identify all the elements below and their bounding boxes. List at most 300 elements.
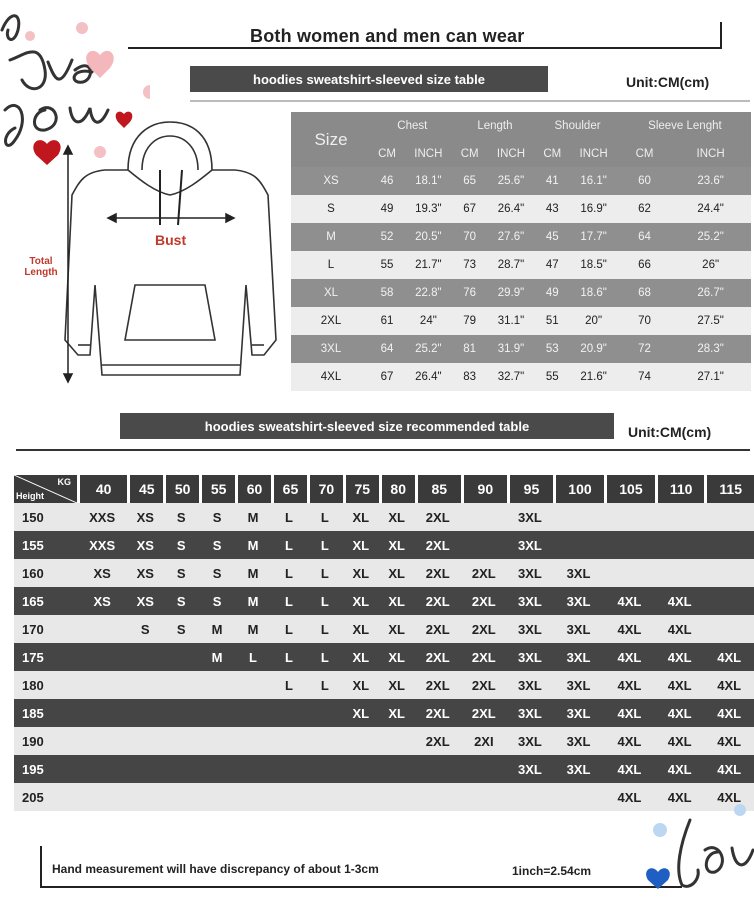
size-recommendation-cell: L [307,587,343,615]
page-title: Both women and men can wear [250,26,525,46]
size-recommendation-cell: XXS [77,531,127,559]
size-label-cell: S [291,195,371,223]
unit-subheader: CM [536,140,568,167]
height-cell: 195 [14,755,77,783]
size-recommendation-cell: XL [343,587,379,615]
measurement-cell: 25.2" [403,335,454,363]
measurement-cell: 21.7" [403,251,454,279]
size-recommendation-cell [127,783,163,811]
size-recommendation-cell [343,755,379,783]
size-recommendation-cell: S [127,615,163,643]
size-recommendation-cell [553,531,604,559]
size-recommendation-cell: 3XL [507,727,553,755]
measurement-cell: 61 [371,307,403,335]
weight-header: 85 [415,475,461,503]
size-recommendation-cell: XL [379,671,415,699]
size-recommendation-cell [127,643,163,671]
measurement-cell: 55 [536,363,568,391]
total-length-label: Total Length [24,256,58,278]
size-recommendation-cell: 2XL [461,643,507,671]
measurement-cell: 73 [454,251,486,279]
weight-header: 75 [343,475,379,503]
measurement-cell: 52 [371,223,403,251]
size-row [291,279,751,307]
header-rule-tick [720,22,722,49]
size-recommendation-cell [77,783,127,811]
size-recommendation-cell [415,783,461,811]
size-table [291,112,751,391]
corner-header [14,475,77,503]
size-recommendation-cell: XL [379,503,415,531]
size-recommendation-cell: XL [343,643,379,671]
measurement-cell: 26.7" [670,279,751,307]
size-recommendation-cell [704,531,754,559]
size-recommendation-cell [553,783,604,811]
size-recommendation-cell [655,531,704,559]
measurement-cell: 16.1" [568,167,619,195]
love-script-decoration [620,790,754,901]
height-cell: 175 [14,643,77,671]
size-recommendation-cell [343,727,379,755]
measurement-cell: 43 [536,195,568,223]
shoulder-header: Shoulder [536,112,619,140]
size-recommendation-cell: L [307,531,343,559]
size-recommendation-cell [235,699,271,727]
measurement-cell: 26" [670,251,751,279]
size-recommendation-cell: L [307,615,343,643]
heart-icon [646,868,670,889]
size-recommendation-cell: XS [127,587,163,615]
size-recommendation-cell: S [199,503,235,531]
size-recommendation-cell: 2XL [415,615,461,643]
size-recommendation-cell: 4XL [604,587,655,615]
measurement-cell: 19.3" [403,195,454,223]
size-recommendation-cell: 2XL [415,587,461,615]
size-recommendation-cell: 2XL [415,503,461,531]
size-row [291,195,751,223]
size-recommendation-cell [235,671,271,699]
size-recommendation-cell [271,755,307,783]
size-row [291,223,751,251]
unit-subheader: CM [619,140,670,167]
measurement-cell: 20" [568,307,619,335]
size-recommendation-cell [163,671,199,699]
unit-label: Unit:CM(cm) [628,424,712,440]
measurement-cell: 27.1" [670,363,751,391]
size-recommendation-cell: L [235,643,271,671]
size-recommendation-cell [461,531,507,559]
measurement-cell: 58 [371,279,403,307]
measurement-cell: 24" [403,307,454,335]
size-recommendation-cell [307,727,343,755]
measurement-cell: 81 [454,335,486,363]
size-recommendation-cell: 4XL [655,615,704,643]
size-recommendation-cell: 3XL [553,755,604,783]
kg-label: KG [57,477,71,487]
size-recommendation-cell [235,727,271,755]
height-row [14,615,754,643]
size-recommendation-cell: 3XL [553,699,604,727]
weight-header: 45 [127,475,163,503]
size-recommendation-cell [127,755,163,783]
size-recommendation-cell: XS [127,531,163,559]
size-recommendation-cell [77,699,127,727]
inch-conversion: 1inch=2.54cm [512,864,592,878]
measurement-cell: 49 [536,279,568,307]
size-label-cell: M [291,223,371,251]
size-recommendation-cell [77,615,127,643]
measurement-cell: 46 [371,167,403,195]
size-recommendation-cell [127,671,163,699]
height-row [14,671,754,699]
size-recommendation-cell [235,755,271,783]
height-cell: 160 [14,559,77,587]
weight-header: 95 [507,475,553,503]
size-recommendation-cell: 4XL [704,727,754,755]
height-label: Height [16,491,44,501]
weight-header: 50 [163,475,199,503]
size-recommendation-cell: L [271,559,307,587]
size-row [291,335,751,363]
size-recommendation-cell: 4XL [604,755,655,783]
size-recommendation-cell: 3XL [553,587,604,615]
measurement-cell: 83 [454,363,486,391]
size-recommendation-cell [604,531,655,559]
size-recommendation-cell [704,503,754,531]
size-recommendation-cell: 3XL [507,559,553,587]
size-recommendation-cell: 2XL [415,531,461,559]
size-label-cell: XL [291,279,371,307]
size-recommendation-cell: L [307,671,343,699]
size-recommendation-cell [77,755,127,783]
measurement-cell: 76 [454,279,486,307]
measurement-cell: 70 [454,223,486,251]
size-row [291,251,751,279]
measurement-cell: 31.9" [486,335,537,363]
size-recommendation-cell: L [271,587,307,615]
measurement-cell: 74 [619,363,670,391]
size-recommendation-cell [379,727,415,755]
measurement-cell: 25.6" [486,167,537,195]
size-recommendation-cell [163,783,199,811]
size-recommendation-cell: 3XL [507,503,553,531]
weight-header: 55 [199,475,235,503]
size-recommendation-cell: 4XL [655,755,704,783]
measurement-cell: 79 [454,307,486,335]
height-row [14,503,754,531]
measurement-cell: 60 [619,167,670,195]
size-recommendation-cell [307,783,343,811]
size-recommendation-cell: 2XI [461,727,507,755]
size-recommendation-cell: S [163,503,199,531]
height-cell: 180 [14,671,77,699]
size-recommendation-cell [77,671,127,699]
bust-label: Bust [155,232,187,248]
size-recommendation-cell [655,503,704,531]
size-recommendation-cell: S [199,559,235,587]
height-cell: 170 [14,615,77,643]
weight-header: 60 [235,475,271,503]
size-recommendation-cell: 4XL [704,671,754,699]
size-recommendation-cell [415,755,461,783]
size-recommendation-cell: 2XL [415,699,461,727]
size-label-cell: L [291,251,371,279]
size-recommendation-cell: 3XL [553,643,604,671]
size-recommendation-cell: 4XL [704,755,754,783]
unit-subheader: INCH [568,140,619,167]
size-recommendation-cell: XL [343,671,379,699]
height-row [14,587,754,615]
size-recommendation-cell: XL [343,615,379,643]
size-recommendation-cell: L [307,643,343,671]
recommend-table-banner: hoodies sweatshirt-sleeved size recommended table [120,413,614,439]
size-recommendation-cell [199,755,235,783]
size-recommendation-cell: 2XL [461,587,507,615]
size-recommendation-cell: 4XL [655,727,704,755]
size-recommendation-cell: XL [379,531,415,559]
size-recommendation-cell [343,783,379,811]
measurement-cell: 16.9" [568,195,619,223]
measurement-note: Hand measurement will have discrepancy of about 1-3cm [52,862,379,876]
size-recommendation-cell [271,699,307,727]
size-recommendation-cell [604,559,655,587]
size-recommendation-cell: 3XL [507,755,553,783]
measurement-cell: 68 [619,279,670,307]
measurement-cell: 72 [619,335,670,363]
measurement-cell: 41 [536,167,568,195]
height-row [14,699,754,727]
measurement-cell: 26.4" [403,363,454,391]
measurement-cell: 67 [371,363,403,391]
size-recommendation-cell [199,699,235,727]
size-recommendation-cell: S [163,559,199,587]
size-recommendation-cell: 4XL [655,699,704,727]
height-row [14,531,754,559]
measurement-cell: 22.8" [403,279,454,307]
size-recommendation-cell [461,783,507,811]
weight-header: 65 [271,475,307,503]
size-recommendation-cell: M [235,587,271,615]
size-recommendation-cell [704,587,754,615]
size-recommendation-cell: M [199,615,235,643]
size-recommendation-cell: 3XL [507,587,553,615]
size-recommendation-cell: 2XL [415,643,461,671]
height-row [14,755,754,783]
measurement-cell: 27.5" [670,307,751,335]
size-recommendation-cell: 4XL [655,587,704,615]
size-recommendation-cell: 2XL [461,671,507,699]
size-row [291,363,751,391]
size-table-body [291,167,751,391]
header-rule [128,47,722,49]
size-recommendation-cell: L [271,503,307,531]
size-row [291,307,751,335]
measurement-cell: 65 [454,167,486,195]
size-recommendation-cell: XL [379,643,415,671]
height-row [14,559,754,587]
size-recommendation-cell: 3XL [507,699,553,727]
size-table-banner: hoodies sweatshirt-sleeved size table [190,66,548,92]
measurement-cell: 24.4" [670,195,751,223]
size-recommendation-cell [199,671,235,699]
chest-header: Chest [371,112,454,140]
size-recommendation-cell [163,643,199,671]
measurement-cell: 25.2" [670,223,751,251]
size-label-cell: 4XL [291,363,371,391]
recommend-table [14,475,754,811]
size-recommendation-cell [163,755,199,783]
size-recommendation-cell: S [199,531,235,559]
size-recommendation-cell [307,755,343,783]
weight-header: 90 [461,475,507,503]
size-recommendation-cell [163,699,199,727]
measurement-cell: 20.5" [403,223,454,251]
size-recommendation-cell: 3XL [553,615,604,643]
size-recommendation-cell: L [307,559,343,587]
measurement-cell: 32.7" [486,363,537,391]
measurement-cell: 21.6" [568,363,619,391]
unit-subheader: CM [454,140,486,167]
sleeve-header: Sleeve Lenght [619,112,751,140]
size-recommendation-cell [604,503,655,531]
size-recommendation-cell: 3XL [553,671,604,699]
weight-header: 80 [379,475,415,503]
size-recommendation-cell: 4XL [704,783,754,811]
measurement-cell: 49 [371,195,403,223]
height-cell: 155 [14,531,77,559]
size-recommendation-cell: 4XL [655,783,704,811]
measurement-cell: 62 [619,195,670,223]
size-recommendation-cell [379,783,415,811]
height-row [14,643,754,671]
unit-subheader: CM [371,140,403,167]
size-recommendation-cell: XL [379,559,415,587]
size-recommendation-cell: 3XL [553,559,604,587]
size-recommendation-cell [704,559,754,587]
size-recommendation-cell [77,727,127,755]
measurement-cell: 31.1" [486,307,537,335]
size-recommendation-cell: 4XL [604,671,655,699]
size-recommendation-cell: 4XL [704,643,754,671]
size-recommendation-cell: XL [343,699,379,727]
section-divider [190,100,750,102]
size-recommendation-cell [461,503,507,531]
measurement-cell: 47 [536,251,568,279]
size-recommendation-cell: 4XL [604,727,655,755]
size-recommendation-cell [655,559,704,587]
size-recommendation-cell: 4XL [704,699,754,727]
recommend-table-body [14,503,754,811]
size-recommendation-cell: L [271,643,307,671]
size-recommendation-cell [379,755,415,783]
size-recommendation-cell: XS [77,587,127,615]
size-recommendation-cell [199,727,235,755]
size-column-header: Size [291,112,371,167]
size-label-cell: XS [291,167,371,195]
size-recommendation-cell: 2XL [461,615,507,643]
unit-subheader: INCH [403,140,454,167]
measurement-cell: 64 [371,335,403,363]
size-recommendation-cell [271,727,307,755]
size-recommendation-cell: 3XL [507,531,553,559]
size-recommendation-cell: L [271,615,307,643]
height-cell: 185 [14,699,77,727]
unit-label: Unit:CM(cm) [626,74,710,90]
size-recommendation-cell [127,699,163,727]
size-recommendation-cell: M [235,531,271,559]
size-recommendation-cell [163,727,199,755]
size-recommendation-cell: L [271,671,307,699]
size-recommendation-cell: XL [379,615,415,643]
size-recommendation-cell: 4XL [604,643,655,671]
measurement-cell: 28.3" [670,335,751,363]
size-recommendation-cell: 2XL [415,559,461,587]
size-recommendation-cell: 4XL [655,671,704,699]
measurement-cell: 53 [536,335,568,363]
measurement-cell: 29.9" [486,279,537,307]
size-recommendation-cell: S [163,587,199,615]
section-divider [16,449,750,451]
weight-header: 105 [604,475,655,503]
size-recommendation-cell: XL [379,699,415,727]
size-recommendation-cell: 2XL [461,559,507,587]
size-recommendation-cell [235,783,271,811]
measurement-cell: 70 [619,307,670,335]
height-cell: 150 [14,503,77,531]
size-row [291,167,751,195]
size-recommendation-cell [271,783,307,811]
unit-subheader: INCH [670,140,751,167]
size-recommendation-cell: L [307,503,343,531]
weight-header: 110 [655,475,704,503]
size-recommendation-cell: 4XL [604,699,655,727]
size-recommendation-cell: XL [343,503,379,531]
height-cell: 165 [14,587,77,615]
size-recommendation-cell [507,783,553,811]
length-header: Length [454,112,537,140]
size-recommendation-cell: L [271,531,307,559]
measurement-cell: 67 [454,195,486,223]
size-recommendation-cell [77,643,127,671]
size-recommendation-cell: 4XL [655,643,704,671]
size-recommendation-cell [307,699,343,727]
size-recommendation-cell: S [199,587,235,615]
size-recommendation-cell: 3XL [507,615,553,643]
size-recommendation-cell [127,727,163,755]
measurement-cell: 28.7" [486,251,537,279]
measurement-cell: 20.9" [568,335,619,363]
size-recommendation-cell: S [163,615,199,643]
size-recommendation-cell: 4XL [604,615,655,643]
size-recommendation-cell: M [235,615,271,643]
weight-header-row [14,475,754,503]
weight-header: 115 [704,475,754,503]
size-label-cell: 2XL [291,307,371,335]
measurement-cell: 66 [619,251,670,279]
size-recommendation-cell: XL [343,559,379,587]
size-recommendation-cell: XS [127,559,163,587]
hoodie-diagram [10,110,295,395]
size-recommendation-cell: 4XL [604,783,655,811]
height-cell: 205 [14,783,77,811]
size-recommendation-cell [461,755,507,783]
measurement-cell: 45 [536,223,568,251]
size-recommendation-cell: XL [343,531,379,559]
size-recommendation-cell: 2XL [415,671,461,699]
weight-header: 40 [77,475,127,503]
measurement-cell: 51 [536,307,568,335]
size-recommendation-cell: XS [127,503,163,531]
